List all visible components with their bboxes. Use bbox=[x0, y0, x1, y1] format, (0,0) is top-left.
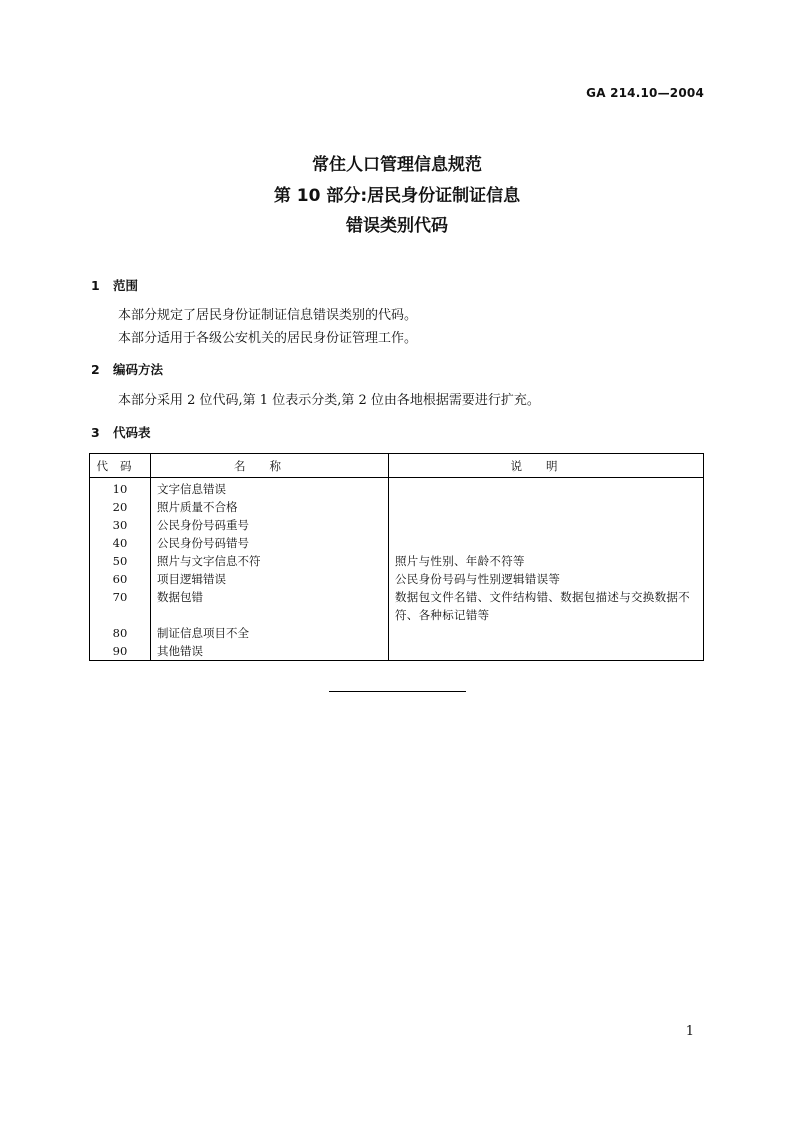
column-header-code: 代码 bbox=[90, 454, 151, 478]
name-cell: 项目逻辑错误 bbox=[151, 570, 389, 588]
code-cell: 60 bbox=[90, 570, 151, 588]
name-cell: 制证信息项目不全 bbox=[151, 624, 389, 642]
end-of-document-rule bbox=[329, 691, 466, 692]
section-heading-coding-method bbox=[91, 360, 163, 378]
name-cell: 其他错误 bbox=[151, 642, 389, 661]
column-header-description: 说明 bbox=[389, 454, 704, 478]
section-heading-code-table bbox=[91, 423, 151, 441]
paragraph: 本部分规定了居民身份证制证信息错误类别的代码。 bbox=[118, 308, 418, 323]
code-cell: 70 bbox=[90, 588, 151, 624]
table-row bbox=[90, 516, 704, 534]
section-heading-scope bbox=[91, 276, 138, 294]
description-cell bbox=[389, 478, 704, 499]
name-cell: 文字信息错误 bbox=[151, 478, 389, 499]
code-cell: 50 bbox=[90, 552, 151, 570]
table-row bbox=[90, 642, 704, 661]
paragraph: 本部分适用于各级公安机关的居民身份证管理工作。 bbox=[118, 331, 418, 346]
code-cell: 80 bbox=[90, 624, 151, 642]
paragraph: 本部分采用 2 位代码,第 1 位表示分类,第 2 位由各地根据需要进行扩充。 bbox=[118, 393, 540, 408]
title-line-2: 第 10 部分:居民身份证制证信息 bbox=[273, 186, 521, 206]
description-cell bbox=[389, 498, 704, 516]
table-row bbox=[90, 498, 704, 516]
table-row bbox=[90, 534, 704, 552]
name-cell: 照片与文字信息不符 bbox=[151, 552, 389, 570]
title-line-3: 错误类别代码 bbox=[346, 216, 448, 236]
description-cell: 数据包文件名错、文件结构错、数据包描述与交换数据不符、各种标记错等 bbox=[389, 588, 704, 624]
document-number: GA 214.10—2004 bbox=[586, 86, 704, 100]
description-cell bbox=[389, 624, 704, 642]
section-title: 代码表 bbox=[113, 425, 151, 440]
table-row bbox=[90, 588, 704, 624]
column-header-name: 名称 bbox=[151, 454, 389, 478]
name-cell: 数据包错 bbox=[151, 588, 389, 624]
code-cell: 30 bbox=[90, 516, 151, 534]
description-cell bbox=[389, 534, 704, 552]
section-title: 范围 bbox=[113, 278, 139, 293]
title-line-1: 常住人口管理信息规范 bbox=[312, 155, 482, 175]
name-cell: 照片质量不合格 bbox=[151, 498, 389, 516]
section-number: 3 bbox=[91, 425, 100, 440]
code-cell: 20 bbox=[90, 498, 151, 516]
table-header-row bbox=[90, 454, 704, 478]
name-cell: 公民身份号码错号 bbox=[151, 534, 389, 552]
code-cell: 40 bbox=[90, 534, 151, 552]
code-table bbox=[89, 453, 704, 661]
table-row bbox=[90, 552, 704, 570]
table-row bbox=[90, 570, 704, 588]
code-cell: 10 bbox=[90, 478, 151, 499]
table-row bbox=[90, 624, 704, 642]
page-number: 1 bbox=[685, 1024, 694, 1039]
section-number: 1 bbox=[91, 278, 100, 293]
name-cell: 公民身份号码重号 bbox=[151, 516, 389, 534]
section-title: 编码方法 bbox=[113, 362, 164, 377]
table-row bbox=[90, 478, 704, 499]
section-number: 2 bbox=[91, 362, 100, 377]
description-cell bbox=[389, 516, 704, 534]
description-cell bbox=[389, 642, 704, 661]
description-cell: 照片与性别、年龄不符等 bbox=[389, 552, 704, 570]
code-cell: 90 bbox=[90, 642, 151, 661]
description-cell: 公民身份号码与性别逻辑错误等 bbox=[389, 570, 704, 588]
